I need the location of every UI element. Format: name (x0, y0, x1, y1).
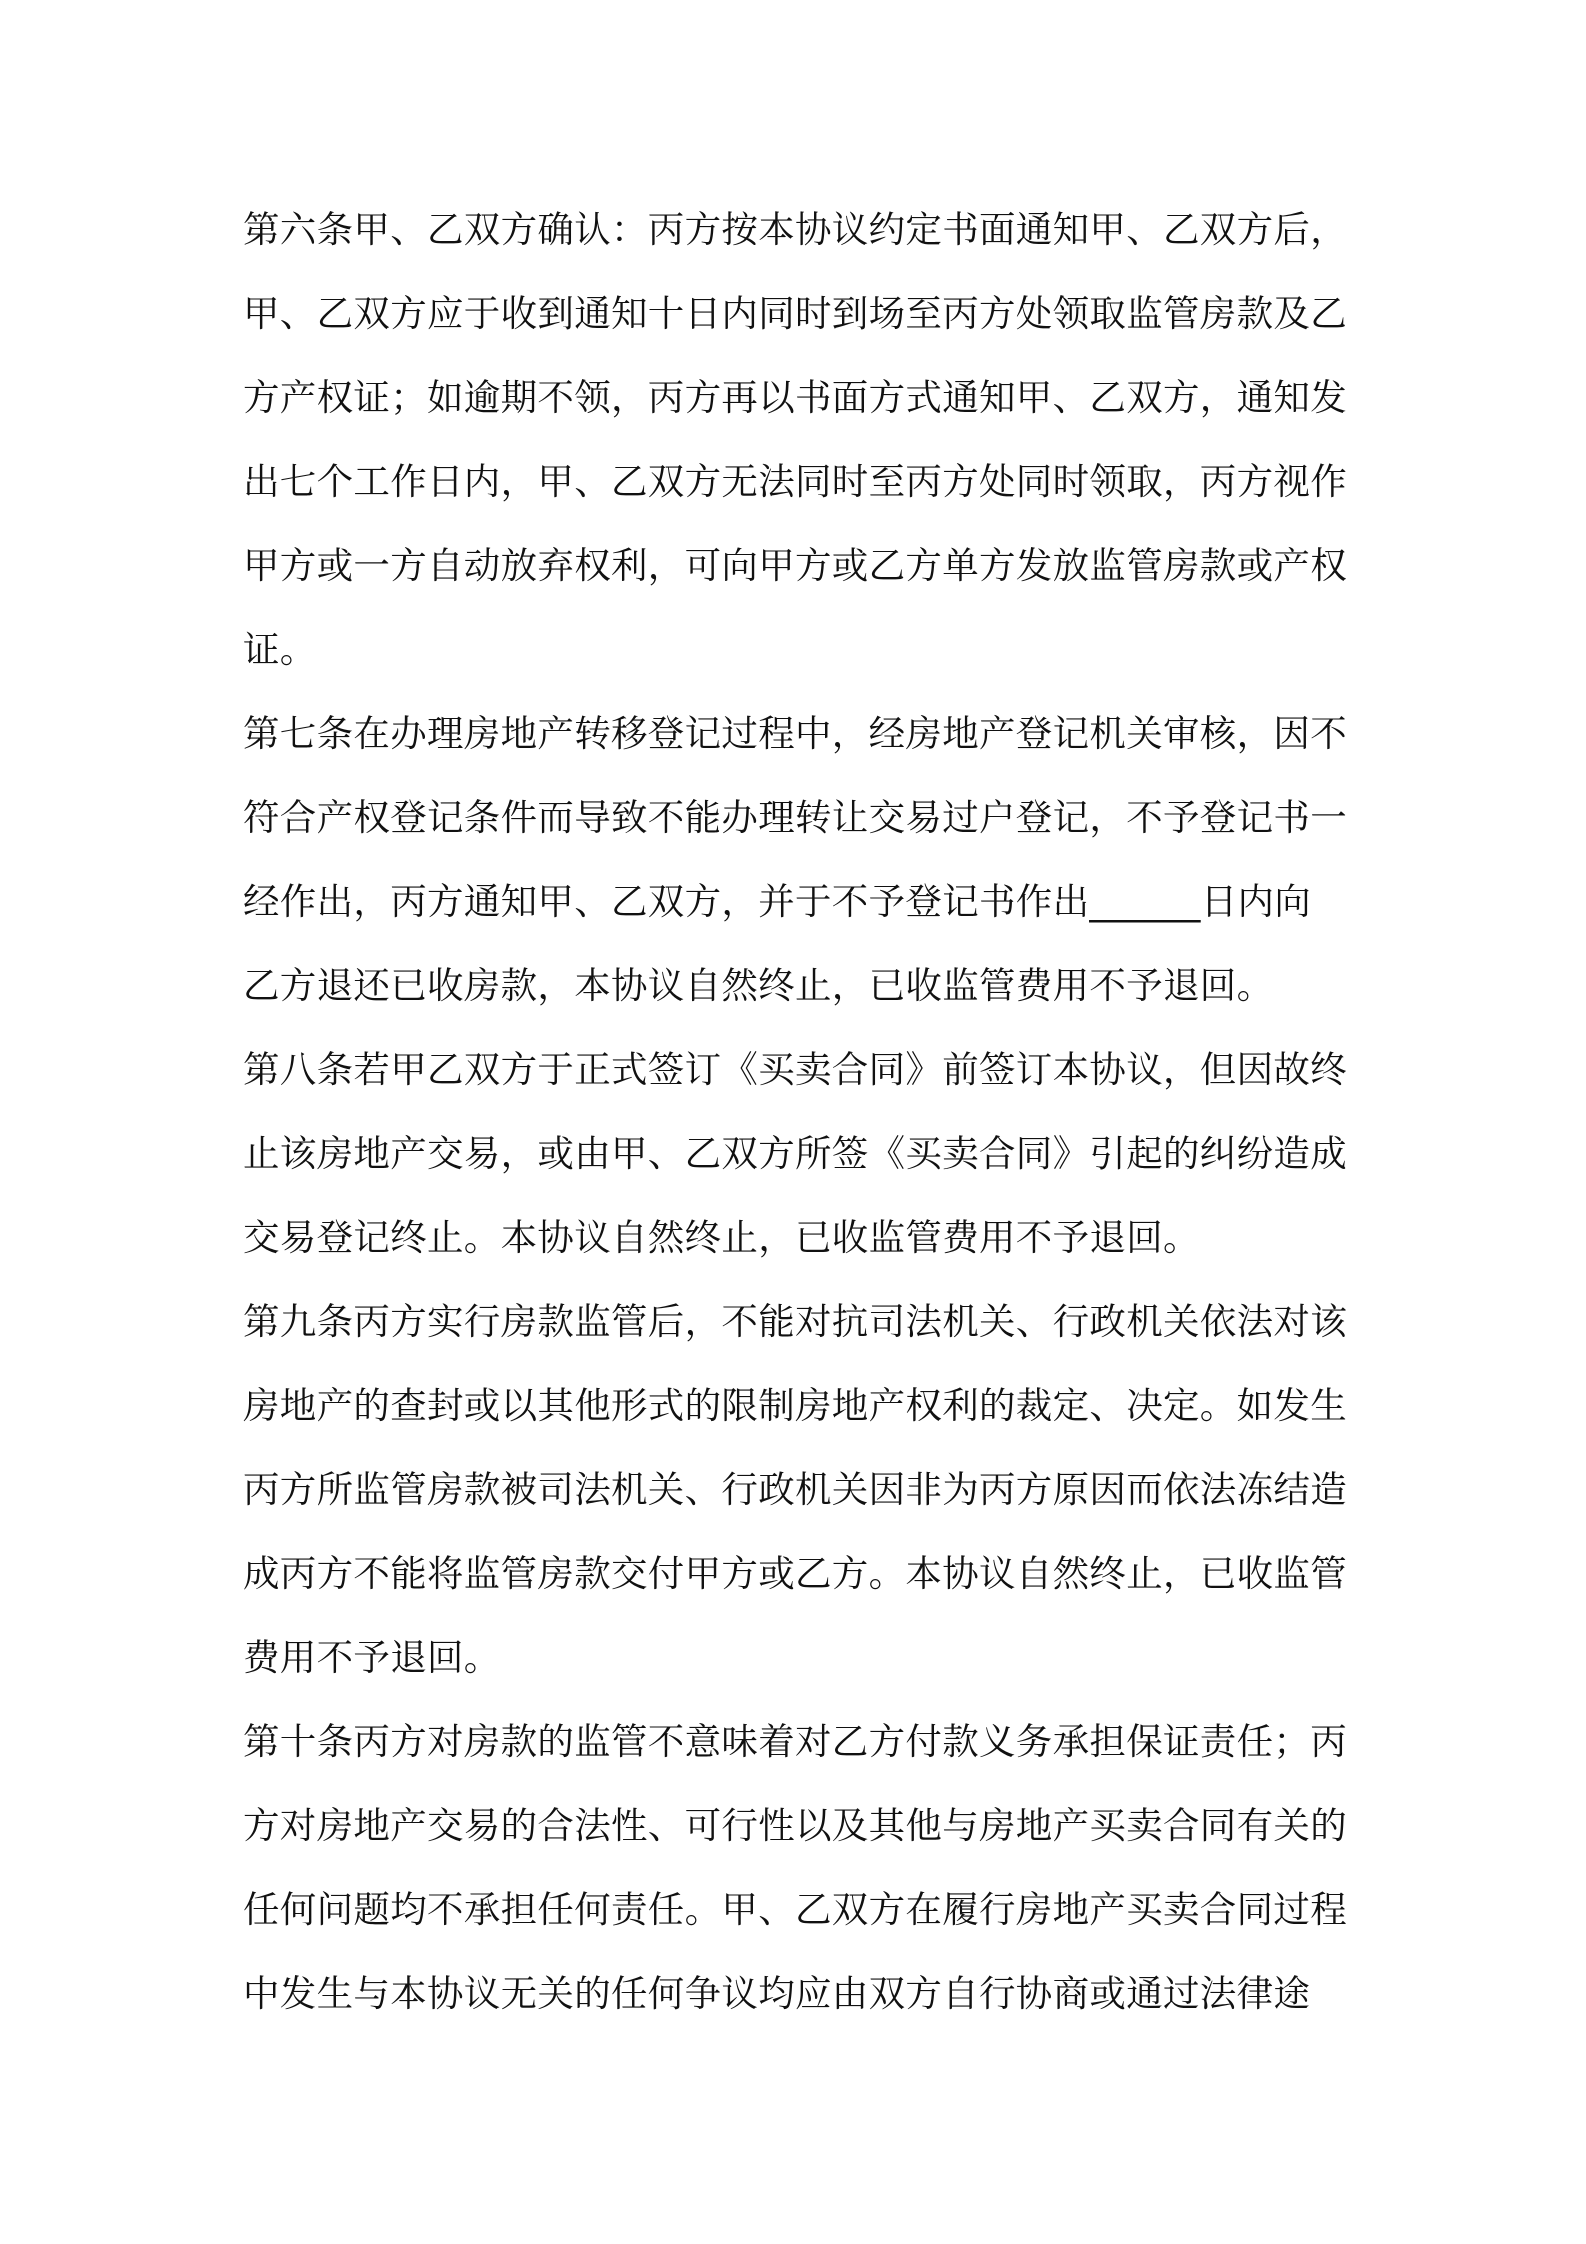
text-line: 止该房地产交易，或由甲、乙双方所签《买卖合同》引起的纠纷造成 (243, 1132, 1347, 1175)
text-line: 第十条丙方对房款的监管不意味着对乙方付款义务承担保证责任；丙 (243, 1720, 1347, 1763)
text-line: 出七个工作日内，甲、乙双方无法同时至丙方处同时领取，丙方视作 (243, 460, 1347, 503)
text-line: 甲、乙双方应于收到通知十日内同时到场至丙方处领取监管房款及乙 (243, 292, 1347, 335)
text-line: 房地产的查封或以其他形式的限制房地产权利的裁定、决定。如发生 (243, 1384, 1347, 1427)
text-line: 任何问题均不承担任何责任。甲、乙双方在履行房地产买卖合同过程 (243, 1888, 1347, 1931)
text-line: 符合产权登记条件而导致不能办理转让交易过户登记，不予登记书一 (243, 796, 1347, 839)
text-line: 第九条丙方实行房款监管后，不能对抗司法机关、行政机关依法对该 (243, 1300, 1347, 1343)
text-line: 方产权证；如逾期不领，丙方再以书面方式通知甲、乙双方，通知发 (243, 376, 1347, 419)
text-line: 甲方或一方自动放弃权利，可向甲方或乙方单方发放监管房款或产权 (243, 544, 1347, 587)
text-line: 费用不予退回。 (243, 1636, 501, 1679)
contract-text (243, 198, 1363, 2046)
text-line: 乙方退还已收房款，本协议自然终止，已收监管费用不予退回。 (243, 964, 1274, 1007)
text-line: 第六条甲、乙双方确认：丙方按本协议约定书面通知甲、乙双方后， (243, 208, 1347, 251)
text-line: 第八条若甲乙双方于正式签订《买卖合同》前签订本协议，但因故终 (243, 1048, 1347, 1091)
text-line: 丙方所监管房款被司法机关、行政机关因非为丙方原因而依法冻结造 (243, 1468, 1347, 1511)
text-line: 中发生与本协议无关的任何争议均应由双方自行协商或通过法律途 (243, 1972, 1311, 2015)
text-line: 第七条在办理房地产转移登记过程中，经房地产登记机关审核，因不 (243, 712, 1347, 755)
text-line: 经作出，丙方通知甲、乙双方，并于不予登记书作出______日内向 (243, 880, 1312, 923)
text-line: 交易登记终止。本协议自然终止，已收监管费用不予退回。 (243, 1216, 1200, 1259)
text-line: 成丙方不能将监管房款交付甲方或乙方。本协议自然终止，已收监管 (243, 1552, 1347, 1595)
text-line: 方对房地产交易的合法性、可行性以及其他与房地产买卖合同有关的 (243, 1804, 1347, 1847)
text-line: 证。 (243, 628, 317, 671)
